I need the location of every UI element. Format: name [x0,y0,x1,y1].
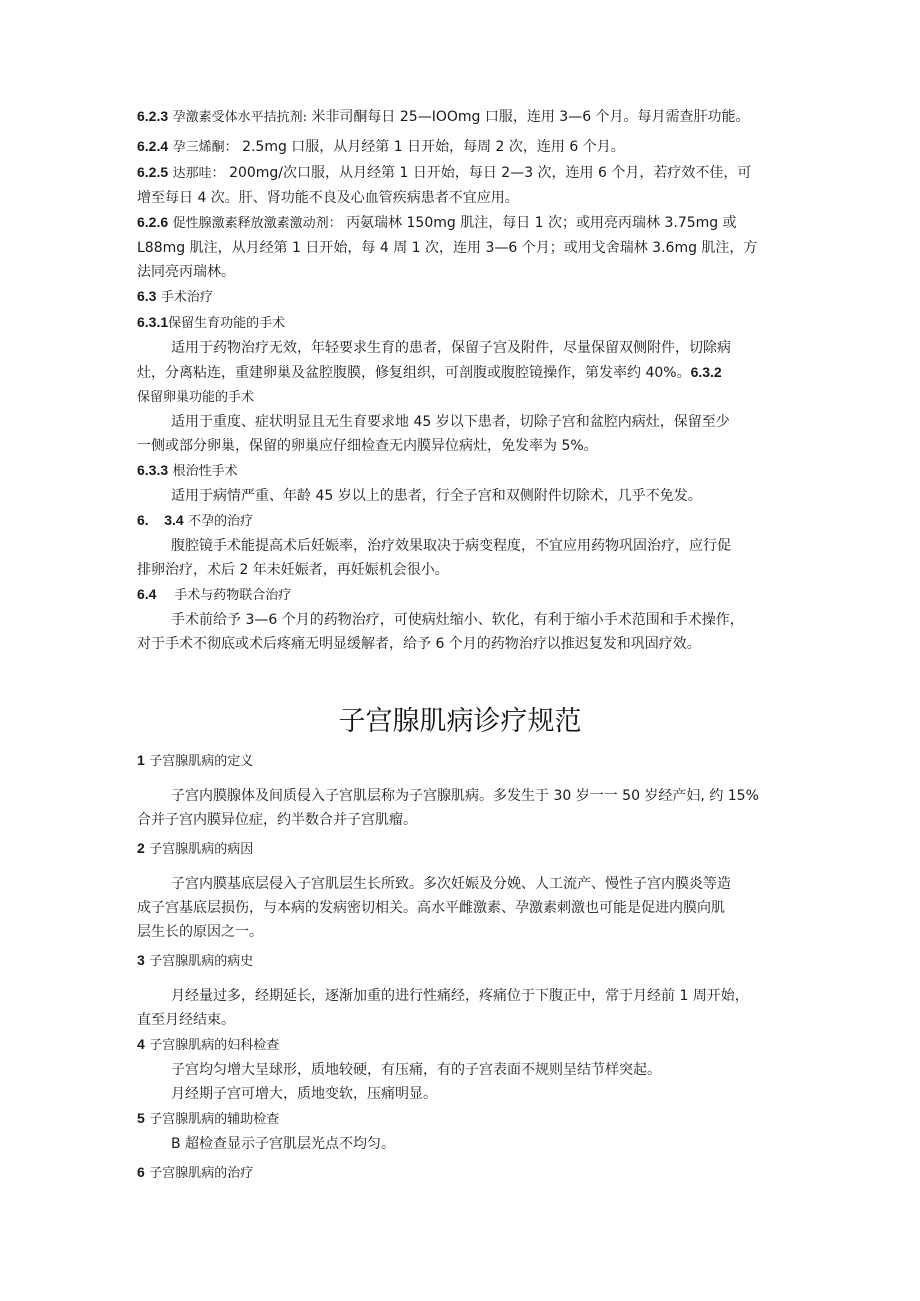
paragraph-6-3-1-line2: 灶，分离粘连，重建卵巢及盆腔腹膜，修复组织，可剖腹或腹腔镜操作，第发率约 40%。6.3.2 [137,364,722,381]
paragraph-6-3-3: 适用于病情严重、年龄 45 岁以上的患者，行全子宫和双侧附件切除术，几乎不免发。 [171,488,702,504]
paragraph-1-line1: 子宫内膜腺体及间质侵入子宫肌层称为子宫腺肌病。多发生于 30 岁一一 50 岁经产妇, 约 15% [171,788,759,804]
paragraph-6-3-2-line2: 一侧或部分卵巢，保留的卵巢应仔细检查无内膜异位病灶，免发率为 5%。 [137,438,598,454]
paragraph-6-4-line1: 手术前给予 3—6 个月的药物治疗，可使病灶缩小、软化，有利于缩小手术范围和手术操作， [171,612,744,628]
section-adenomyosis [137,748,797,1186]
heading-1-definition: 1 子宫腺肌病的定义 [137,752,254,769]
paragraph-6-3-4-line2: 排卵治疗，术后 2 年未妊娠者，再妊娠机会很小。 [137,562,449,578]
paragraph-4-line2: 月经期子宫可增大，质地变软，压痛明显。 [171,1086,437,1102]
item-6-2-5-cont: 增至每日 4 次。肝、肾功能不良及心血管疾病患者不宜应用。 [137,190,519,206]
item-6-2-3: 6.2.3 孕激素受体水平拮抗剂: 米非司酮每日 25—IOOmg 口服，连用 3—6 个月。每月需查肝功能。 [137,108,750,125]
paragraph-5: B 超检查显示子宫肌层光点不均匀。 [171,1136,396,1152]
heading-6-3-3: 6.3.3 根治性手术 [137,462,238,479]
heading-4-exam: 4 子宫腺肌病的妇科检查 [137,1036,280,1053]
item-6-2-6-cont2: 法同亮丙瑞林。 [137,264,235,280]
paragraph-2-line1: 子宫内膜基底层侵入子宫肌层生长所致。多次妊娠及分娩、人工流产、慢性子宫内膜炎等造 [171,876,731,892]
paragraph-2-line2: 成子宫基底层损伤，与本病的发病密切相关。高水平雌激素、孕激素刺激也可能是促进内膜向肌 [137,900,725,916]
paragraph-6-3-4-line1: 腹腔镜手术能提高术后妊娠率，治疗效果取决于病变程度，不宜应用药物巩固治疗，应行促 [171,538,731,554]
section-treatment-continued [137,104,797,656]
heading-6-3-1: 6.3.1保留生育功能的手术 [137,314,286,331]
heading-3-history: 3 子宫腺肌病的病史 [137,952,254,969]
item-6-2-5: 6.2.5 达那哇： 200mg/次口服，从月经第 1 日开始，每日 2—3 次，连用 6 个月，若疗效不佳，可 [137,164,752,181]
paragraph-3-line2: 直至月经结束。 [137,1012,235,1028]
heading-5-auxiliary: 5 子宫腺肌病的辅助检查 [137,1110,280,1127]
heading-6-4: 6.4 手术与药物联合治疗 [137,586,292,603]
paragraph-6-4-line2: 对于手术不彻底或术后疼痛无明显缓解者，给予 6 个月的药物治疗以推迟复发和巩固疗效。 [137,636,701,652]
heading-6-3-4: 6. 3.4 不孕的治疗 [137,512,254,529]
item-6-2-6-cont1: L88mg 肌注，从月经第 1 日开始，每 4 周 1 次，连用 3—6 个月；或用戈舍瑞林 3.6mg 肌注，方 [137,240,758,256]
paragraph-4-line1: 子宫均匀增大呈球形，质地较硬，有压痛，有的子宫表面不规则呈结节样突起。 [171,1062,661,1078]
paragraph-1-line2: 合并子宫内膜异位症，约半数合并子宫肌瘤。 [137,812,417,828]
paragraph-6-3-2-line1: 适用于重度、症状明显且无生育要求地 45 岁以下患者，切除子宫和盆腔内病灶，保留至少 [171,414,730,430]
item-6-2-6: 6.2.6 促性腺激素释放激素激动剂： 丙氨瑞林 150mg 肌注，每日 1 次；或用亮丙瑞林 3.75mg 或 [137,214,737,231]
heading-6-treatment: 6 子宫腺肌病的治疗 [137,1164,254,1181]
heading-6-3-2: 保留卵巢功能的手术 [137,390,255,405]
heading-6-3: 6.3 手术治疗 [137,288,213,305]
heading-2-etiology: 2 子宫腺肌病的病因 [137,840,254,857]
paragraph-6-3-1-line1: 适用于药物治疗无效，年轻要求生育的患者，保留子宫及附件，尽量保留双侧附件，切除病 [171,340,731,356]
paragraph-3-line1: 月经量过多，经期延长，逐渐加重的进行性痛经，疼痛位于下腹正中，常于月经前 1 周开始， [171,988,749,1004]
document-title: 子宫腺肌病诊疗规范 [338,706,582,737]
item-6-2-4: 6.2.4 孕三烯酮： 2.5mg 口服，从月经第 1 日开始，每周 2 次，连用 6 个月。 [137,138,625,155]
paragraph-2-line3: 层生长的原因之一。 [137,924,263,940]
